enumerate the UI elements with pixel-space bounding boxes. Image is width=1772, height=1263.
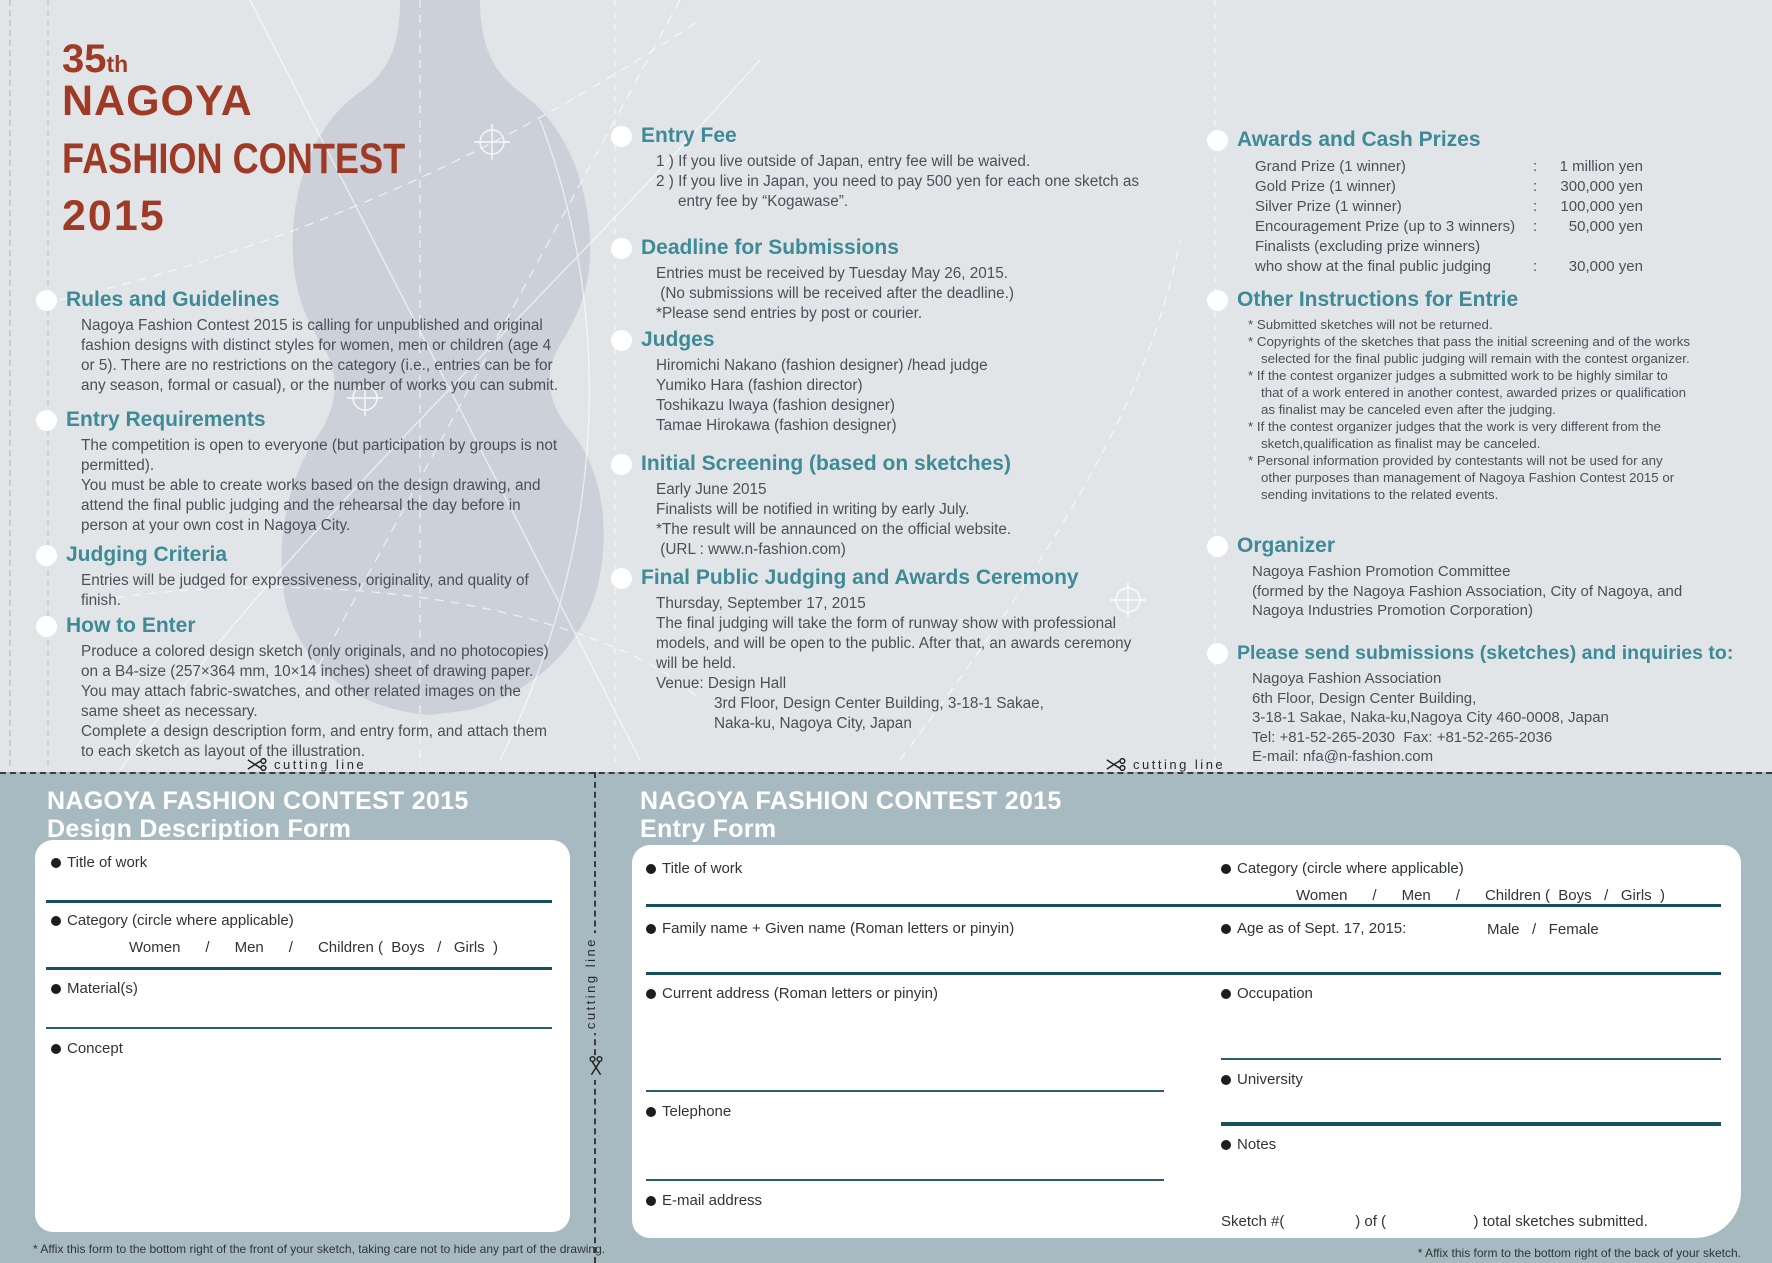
field-rule	[46, 1027, 552, 1029]
bullet-dot-icon	[51, 916, 61, 926]
field-rule	[646, 972, 1721, 975]
section-body: The competition is open to everyone (but participation by groups is not permitted). You must be able to create works based on the design drawing, and attend the final public judging and the rehearsal the day before in person at your own cost in Nagoya City.	[81, 437, 558, 534]
section-heading: Entry Fee	[641, 124, 737, 147]
sketch-count-line: Sketch #( ) of ( ) total sketches submitted.	[1221, 1213, 1648, 1230]
section-body: Hiromichi Nakano (fashion designer) /head judge Yumiko Hara (fashion director) Toshikazu Iwaya (fashion designer) Tamae Hirokawa (fashion designer)	[656, 357, 988, 434]
cutting-line-label: cutting line	[1105, 756, 1225, 772]
section-heading: Awards and Cash Prizes	[1237, 128, 1481, 151]
section-bullet-icon	[1207, 536, 1228, 557]
left-edge-dash	[9, 0, 11, 766]
field-current-address: Current address (Roman letters or pinyin)	[646, 985, 938, 1002]
awards-table	[1255, 157, 1766, 277]
section-body: 1 ) If you live outside of Japan, entry fee will be waived. 2 ) If you live in Japan, you need to pay 500 yen for each one sketch as entry fee by “Kogawase”.	[656, 153, 1140, 210]
field-rule	[46, 967, 552, 970]
section-bullet-icon	[611, 238, 632, 259]
left-inner-dash	[47, 0, 49, 766]
field-rule	[646, 904, 1721, 907]
field-materials: Material(s)	[51, 980, 138, 997]
section-deadline	[642, 236, 1182, 324]
section-entry-requirements	[66, 408, 558, 536]
section-bullet-icon	[36, 290, 57, 311]
section-body: Entries must be received by Tuesday May 26, 2015. (No submissions will be received after the deadline.) *Please send entries by post or courier.	[656, 265, 1014, 322]
section-bullet-icon	[1207, 290, 1228, 311]
award-row: Gold Prize (1 winner) : 300,000 yen	[1255, 178, 1643, 195]
section-heading: Organizer	[1237, 534, 1336, 557]
section-bullet-icon	[1207, 130, 1228, 151]
section-heading: Rules and Guidelines	[66, 288, 280, 311]
bullet-dot-icon	[1221, 1075, 1231, 1085]
section-initial-screening	[642, 452, 1182, 560]
section-bullet-icon	[1207, 643, 1228, 664]
title-line-1: NAGOYA	[62, 77, 253, 125]
section-body: Early June 2015 Finalists will be notified in writing by early July. *The result will be annaunced on the official website. (URL : www.n-fashion.com)	[656, 481, 1012, 558]
award-row: Silver Prize (1 winner) : 100,000 yen	[1255, 198, 1643, 215]
desc-form-title: NAGOYA FASHION CONTEST 2015 Design Description Form	[47, 787, 469, 843]
bullet-dot-icon	[1221, 1140, 1231, 1150]
field-telephone: Telephone	[646, 1103, 731, 1120]
section-bullet-icon	[36, 410, 57, 431]
section-bullet-icon	[611, 568, 632, 589]
field-email: E-mail address	[646, 1192, 762, 1209]
cutting-line-label: cutting line	[583, 933, 598, 1033]
section-final-judging	[642, 566, 1182, 734]
section-heading: Please send submissions (sketches) and inquiries to:	[1237, 642, 1734, 664]
section-heading: Judging Criteria	[66, 543, 228, 566]
award-row: Finalists (excluding prize winners)	[1255, 238, 1481, 255]
bullet-dot-icon	[51, 984, 61, 994]
scissors-icon	[1105, 758, 1127, 771]
bullet-dot-icon	[1221, 924, 1231, 934]
section-body: Nagoya Fashion Association 6th Floor, Design Center Building, 3-18-1 Sakae, Naka-ku,Nagoya City 460-0008, Japan Tel: +81-52-265-2030 Fax: +81-52-265-2036 E-mail: nfa@n-fashion.com	[1252, 670, 1609, 765]
section-bullet-icon	[611, 330, 632, 351]
section-heading: Judges	[641, 328, 715, 351]
field-category: Category (circle where applicable)	[51, 912, 294, 929]
category-options: Women / Men / Children ( Boys / Girls )	[1296, 887, 1665, 904]
bullet-dot-icon	[51, 1044, 61, 1054]
entry-form-title: NAGOYA FASHION CONTEST 2015 Entry Form	[640, 787, 1062, 843]
section-other-instructions	[1238, 288, 1766, 503]
section-organizer	[1238, 534, 1766, 621]
section-heading: Other Instructions for Entrie	[1237, 288, 1519, 311]
field-notes: Notes	[1221, 1136, 1276, 1153]
section-heading: Final Public Judging and Awards Ceremony	[641, 566, 1079, 589]
edition-number: 35	[62, 37, 107, 81]
bullet-dot-icon	[646, 1196, 656, 1206]
section-body: Nagoya Fashion Contest 2015 is calling for unpublished and original fashion designs with distinct styles for women, men or children (age 4 or 5). There are no restrictions on the category (i.e., entries can be for any season, formal or casual), or the number of works you can submit.	[81, 317, 558, 394]
section-rules-and-guidelines	[66, 288, 558, 396]
entry-form-footnote: * Affix this form to the bottom right of the back of your sketch.	[1417, 1246, 1741, 1260]
bullet-dot-icon	[646, 924, 656, 934]
field-rule	[646, 1090, 1164, 1092]
award-row: Grand Prize (1 winner) : 1 million yen	[1255, 158, 1643, 175]
section-body: Entries will be judged for expressiveness, originality, and quality of finish.	[81, 572, 529, 609]
section-bullet-icon	[36, 616, 57, 637]
desc-form-footnote: * Affix this form to the bottom right of the front of your sketch, taking care not to hide any part of the drawing.	[33, 1242, 606, 1256]
gender-options: Male / Female	[1487, 921, 1599, 938]
field-university: University	[1221, 1071, 1303, 1088]
award-row: Encouragement Prize (up to 3 winners) : 50,000 yen	[1255, 218, 1643, 235]
bullet-dot-icon	[1221, 864, 1231, 874]
bullet-dot-icon	[646, 989, 656, 999]
title-line-3: 2015	[62, 192, 166, 240]
section-heading: Initial Screening (based on sketches)	[641, 452, 1011, 475]
scissors-icon	[246, 758, 268, 771]
design-description-form	[35, 840, 570, 1232]
field-title-of-work: Title of work	[51, 854, 147, 871]
section-body: Thursday, September 17, 2015 The final judging will take the form of runway show with professional models, and will be open to the public. After that, an awards ceremony will be held. Venue: Design Hall 3rd Floor, Design Center Building, 3-18-1 Sakae, Naka-ku, Nagoya City, Japan	[656, 595, 1132, 732]
field-title-of-work: Title of work	[646, 860, 742, 877]
section-how-to-enter	[67, 614, 547, 762]
section-body: * Submitted sketches will not be returned. * Copyrights of the sketches that pass the initial screening and of the works selected for the final public judging will remain with the contest organizer. * If the contest organizer judges a submitted work to be highly similar to that of a work entered in another contest, awarded prizes or qualification as finalist may be canceled even after the judging. * If the contest organizer judges that the work is very different from the sketch,qualification as finalist may be canceled. * Personal information provided by contestants will not be used for any other purposes than management of Nagoya Fashion Contest 2015 or sending invitations to the related events.	[1248, 317, 1690, 502]
bullet-dot-icon	[646, 1107, 656, 1117]
section-heading: Entry Requirements	[66, 408, 266, 431]
field-rule	[46, 900, 552, 903]
section-awards	[1238, 128, 1766, 277]
bullet-dot-icon	[646, 864, 656, 874]
field-rule	[1221, 1058, 1721, 1060]
section-send-to	[1238, 642, 1766, 767]
section-body: Produce a colored design sketch (only originals, and no photocopies) on a B4-size (257×364 mm, 10×14 inches) sheet of drawing paper. You may attach fabric-swatches, and other related images on the same sheet as necessary. Complete a design description form, and entry form, and attach them to each sketch as layout of the illustration.	[81, 643, 549, 760]
field-category: Category (circle where applicable)	[1221, 860, 1464, 877]
field-rule	[1221, 1122, 1721, 1126]
field-rule	[646, 1179, 1164, 1181]
bullet-dot-icon	[1221, 989, 1231, 999]
section-bullet-icon	[611, 454, 632, 475]
section-judges	[642, 328, 1182, 436]
award-row: who show at the final public judging : 30,000 yen	[1255, 258, 1643, 275]
section-heading: Deadline for Submissions	[641, 236, 899, 259]
entry-form	[632, 845, 1741, 1238]
field-concept: Concept	[51, 1040, 123, 1057]
field-age: Age as of Sept. 17, 2015:	[1221, 920, 1406, 937]
section-judging-criteria	[67, 543, 547, 611]
section-bullet-icon	[36, 545, 57, 566]
cutting-line-label: cutting line	[246, 756, 366, 772]
edition-suffix: th	[106, 51, 129, 77]
title-line-2: FASHION CONTEST	[62, 135, 406, 183]
section-heading: How to Enter	[66, 614, 196, 637]
section-entry-fee	[642, 124, 1182, 212]
bullet-dot-icon	[51, 858, 61, 868]
category-options: Women / Men / Children ( Boys / Girls )	[129, 939, 498, 956]
field-family-name: Family name + Given name (Roman letters or pinyin)	[646, 920, 1014, 937]
field-occupation: Occupation	[1221, 985, 1313, 1002]
section-body: Nagoya Fashion Promotion Committee (formed by the Nagoya Fashion Association, City of Nagoya, and Nagoya Industries Promotion Corporation)	[1252, 563, 1683, 619]
section-bullet-icon	[611, 126, 632, 147]
scissors-icon	[585, 1056, 607, 1080]
